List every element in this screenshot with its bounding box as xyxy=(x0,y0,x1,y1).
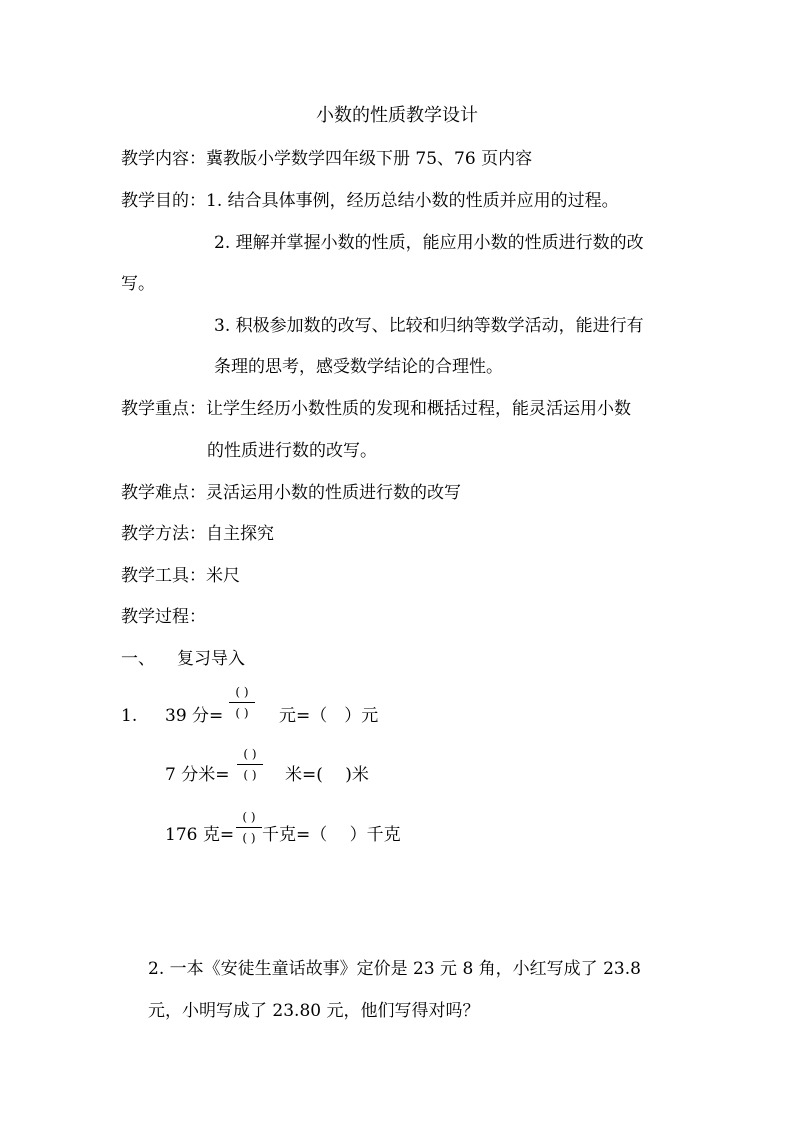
fraction-blank xyxy=(229,685,255,721)
section-1-number: 一、 xyxy=(121,649,155,669)
fraction-blank xyxy=(236,810,262,846)
teaching-difficulty: 教学难点：灵活运用小数的性质进行数的改写 xyxy=(121,483,461,503)
fraction-bar xyxy=(236,827,262,828)
key-points-line-2: 的性质进行数的改写。 xyxy=(207,441,377,461)
exercise-1-number: 1. xyxy=(121,706,138,726)
teaching-process: 教学过程： xyxy=(121,607,206,627)
fraction-numerator: ( ) xyxy=(235,685,249,699)
objective-line-1: 教学目的：1. 结合具体事例，经历总结小数的性质并应用的过程。 xyxy=(121,191,619,211)
exercise-1-item-2-right: 米=( )米 xyxy=(285,765,369,785)
fraction-bar xyxy=(237,764,263,765)
objective-line-2b: 写。 xyxy=(121,274,155,294)
exercise-2-line-2: 元，小明写成了 23.80 元，他们写得对吗？ xyxy=(148,1001,480,1021)
fraction-numerator: ( ) xyxy=(243,747,257,761)
fraction-denominator: ( ) xyxy=(243,768,257,782)
exercise-1-item-1-left: 39 分= xyxy=(165,706,224,726)
fraction-denominator: ( ) xyxy=(235,706,249,720)
exercise-1-item-1-right: 元=（ ）元 xyxy=(279,706,379,726)
page-title: 小数的性质教学设计 xyxy=(316,105,478,126)
objective-line-2a: 2. 理解并掌握小数的性质，能应用小数的性质进行数的改 xyxy=(214,233,644,253)
key-points-line-1: 教学重点：让学生经历小数性质的发现和概括过程，能灵活运用小数 xyxy=(121,399,631,419)
objective-line-3a: 3. 积极参加数的改写、比较和归纳等数学活动，能进行有 xyxy=(214,316,644,336)
section-1-label: 复习导入 xyxy=(177,649,245,669)
exercise-1-item-3-left: 176 克= xyxy=(165,825,235,845)
exercise-1-item-3-right: 千克=（ ）千克 xyxy=(262,825,401,845)
fraction-denominator: ( ) xyxy=(242,831,256,845)
teaching-content: 教学内容：冀教版小学数学四年级下册 75、76 页内容 xyxy=(121,149,533,169)
exercise-2-line-1: 2. 一本《安徒生童话故事》定价是 23 元 8 角，小红写成了 23.8 xyxy=(148,959,641,979)
fraction-bar xyxy=(229,702,255,703)
fraction-numerator: ( ) xyxy=(242,810,256,824)
teaching-method: 教学方法：自主探究 xyxy=(121,524,274,544)
teaching-tools: 教学工具：米尺 xyxy=(121,566,240,586)
fraction-blank xyxy=(237,747,263,783)
exercise-1-item-2-left: 7 分米= xyxy=(165,765,230,785)
objective-line-3b: 条理的思考，感受数学结论的合理性。 xyxy=(214,357,503,377)
